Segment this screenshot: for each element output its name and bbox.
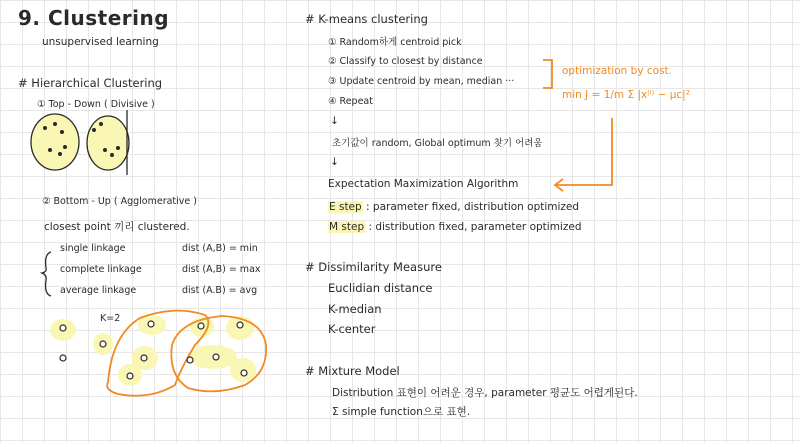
cost-formula: min J = 1/m Σ |x⁽ⁱ⁾ − μc|² <box>562 89 690 101</box>
hierarchical-heading: # Hierarchical Clustering <box>18 76 163 90</box>
init-note: 초기값이 random, Global optimum 찾기 어려움 <box>332 138 543 149</box>
kmeans-step-3: ③ Update centroid by mean, median ··· <box>328 76 515 87</box>
optimization-label: optimization by cost. <box>562 65 673 77</box>
kmeans-heading: # K-means clustering <box>305 12 428 26</box>
kmeans-step-4: ④ Repeat <box>328 96 373 107</box>
kmeans-step-1: ① Random하게 centroid pick <box>328 37 462 48</box>
m-step-row <box>328 222 581 233</box>
dissimilarity-item-2: K-median <box>328 302 382 316</box>
em-arrow <box>556 118 612 185</box>
mixture-heading: # Mixture Model <box>305 364 400 378</box>
divisive-sketch <box>31 110 129 175</box>
linkage-brace <box>42 252 51 296</box>
down-arrow-2: ↓ <box>330 156 339 168</box>
m-step-text: : distribution fixed, parameter optimized <box>368 221 582 233</box>
mixture-line-2: Σ simple function으로 표현. <box>332 406 471 418</box>
k-label: K=2 <box>100 313 121 324</box>
linkage-average: average linkage <box>60 285 137 296</box>
em-algorithm: Expectation Maximization Algorithm <box>328 178 519 190</box>
dissimilarity-heading: # Dissimilarity Measure <box>305 260 442 274</box>
mixture-line-1: Distribution 표현이 어려운 경우, parameter 평균도 어렵게된다. <box>332 387 638 399</box>
steps-bracket <box>543 60 552 88</box>
e-step-row <box>328 202 579 213</box>
linkage-complete-formula: dist (A,B) = max <box>182 264 261 275</box>
e-step-label: E step <box>329 201 362 213</box>
down-arrow-1: ↓ <box>330 115 339 127</box>
linkage-single-formula: dist (A,B) = min <box>182 243 258 254</box>
e-step-text: : parameter fixed, distribution optimized <box>366 201 580 213</box>
dissimilarity-item-1: Euclidian distance <box>328 281 433 295</box>
closest-point-note: closest point 끼리 clustered. <box>44 221 190 233</box>
dissimilarity-item-3: K-center <box>328 322 376 336</box>
linkage-complete: complete linkage <box>60 264 142 275</box>
page-subtitle: unsupervised learning <box>42 36 159 48</box>
bottom-up-label: ② Bottom - Up ( Agglomerative ) <box>42 196 197 207</box>
page-title: 9. Clustering <box>18 6 170 30</box>
linkage-average-formula: dist (A.B) = avg <box>182 285 258 296</box>
m-step-label: M step <box>329 221 365 233</box>
top-down-label: ① Top - Down ( Divisive ) <box>37 99 155 110</box>
linkage-single: single linkage <box>60 243 126 254</box>
kmeans-step-2: ② Classify to closest by distance <box>328 56 483 67</box>
